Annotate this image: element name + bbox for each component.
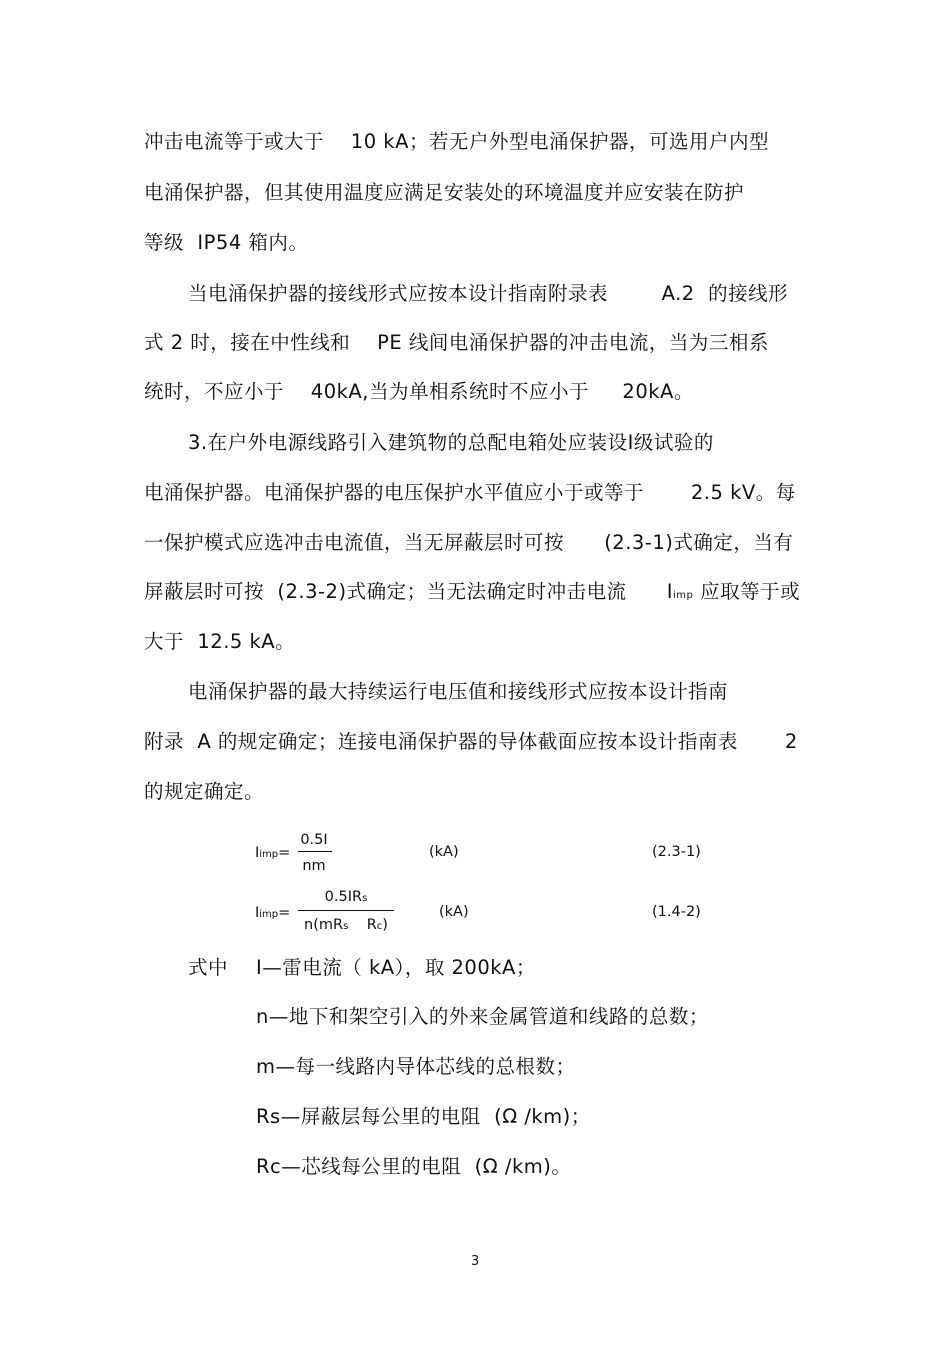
formula-2-numerator	[298, 889, 394, 905]
definition-item: n—地下和架空引入的外来金属管道和线路的总数；	[256, 1005, 709, 1028]
formula-2-denominator-close: )	[382, 917, 388, 933]
paragraph-3-line-2: 电涌保护器。电涌保护器的电压保护水平值应小于或等于 2.5 kV。每	[144, 481, 796, 504]
definition-item: Rs—屏蔽层每公里的电阻 (Ω /km)；	[256, 1105, 591, 1128]
paragraph-3-line-4	[144, 580, 800, 608]
formula-1-lhs	[255, 844, 290, 864]
paragraph-1-line-1: 冲击电流等于或大于 10 kA；若无户外型电涌保护器，可选用户内型	[144, 130, 769, 153]
paragraph-2-line-3: 统时，不应小于 40kA,当为单相系统时不应小于 20kA。	[144, 380, 694, 403]
formula-1-fraction-bar	[298, 851, 332, 852]
page-number: 3	[471, 1254, 480, 1269]
formula-2-denominator-text: n(mR	[304, 917, 344, 933]
formula-2-numerator-text: 0.5IR	[324, 889, 363, 905]
formula-2-number: (1.4-2)	[652, 904, 701, 920]
formula-2-lhs	[255, 904, 290, 924]
formula-2-denominator-subscript-s: s	[343, 921, 349, 932]
formula-2-numerator-subscript: s	[362, 893, 368, 904]
definition-item: m—每一线路内导体芯线的总根数；	[256, 1055, 576, 1078]
paragraph-3-line-4-tail: 应取等于或	[693, 580, 801, 603]
formula-2-lhs-symbol: I	[255, 905, 260, 921]
paragraph-1-line-2: 电涌保护器，但其使用温度应满足安装处的环境温度并应安装在防护	[144, 181, 745, 204]
formula-1-numerator: 0.5I	[300, 832, 328, 848]
imp-subscript: imp	[673, 590, 694, 601]
paragraph-3-line-4-text: 屏蔽层时可按 (2.3-2)式确定；当无法确定时冲击电流 I	[144, 580, 674, 603]
definition-item: I—雷电流（ kA），取 200kA；	[256, 956, 536, 979]
formula-2-denominator-rc: R	[348, 917, 377, 933]
formula-1-lhs-symbol: I	[255, 845, 260, 861]
formula-2-denominator	[296, 917, 396, 933]
formula-1-denominator: nm	[302, 858, 326, 874]
paragraph-3-line-5: 大于 12.5 kA。	[144, 630, 296, 653]
paragraph-4-line-2: 附录 A 的规定确定；连接电涌保护器的导体截面应按本设计指南表 2	[144, 730, 798, 753]
formula-2-unit: (kA)	[439, 904, 469, 920]
paragraph-2-line-2: 式 2 时，接在中性线和 PE 线间电涌保护器的冲击电流，当为三相系	[144, 331, 769, 354]
formula-1-unit: (kA)	[429, 844, 459, 860]
paragraph-1-line-3: 等级 IP54 箱内。	[144, 231, 309, 254]
paragraph-3-line-1: 3.在户外电源线路引入建筑物的总配电箱处应装设Ⅰ级试验的	[188, 431, 714, 454]
formula-1-equals: =	[278, 845, 291, 861]
formula-2-fraction-bar	[298, 910, 394, 911]
formula-1-lhs-subscript: imp	[259, 849, 279, 860]
definitions-lead: 式中	[188, 956, 229, 979]
paragraph-4-line-3: 的规定确定。	[144, 780, 265, 803]
definition-item: Rc—芯线每公里的电阻 (Ω /km)。	[256, 1155, 572, 1178]
formula-2-equals: =	[278, 905, 291, 921]
paragraph-3-line-3: 一保护模式应选冲击电流值，当无屏蔽层时可按 (2.3-1)式确定，当有	[144, 531, 794, 554]
paragraph-4-line-1: 电涌保护器的最大持续运行电压值和接线形式应按本设计指南	[188, 680, 729, 703]
paragraph-2-line-1: 当电涌保护器的接线形式应按本设计指南附录表 A.2 的接线形	[188, 282, 789, 305]
formula-2-lhs-subscript: imp	[259, 909, 279, 920]
formula-1-number: (2.3-1)	[652, 844, 701, 860]
formula-2-denominator-subscript-c: c	[376, 921, 383, 932]
